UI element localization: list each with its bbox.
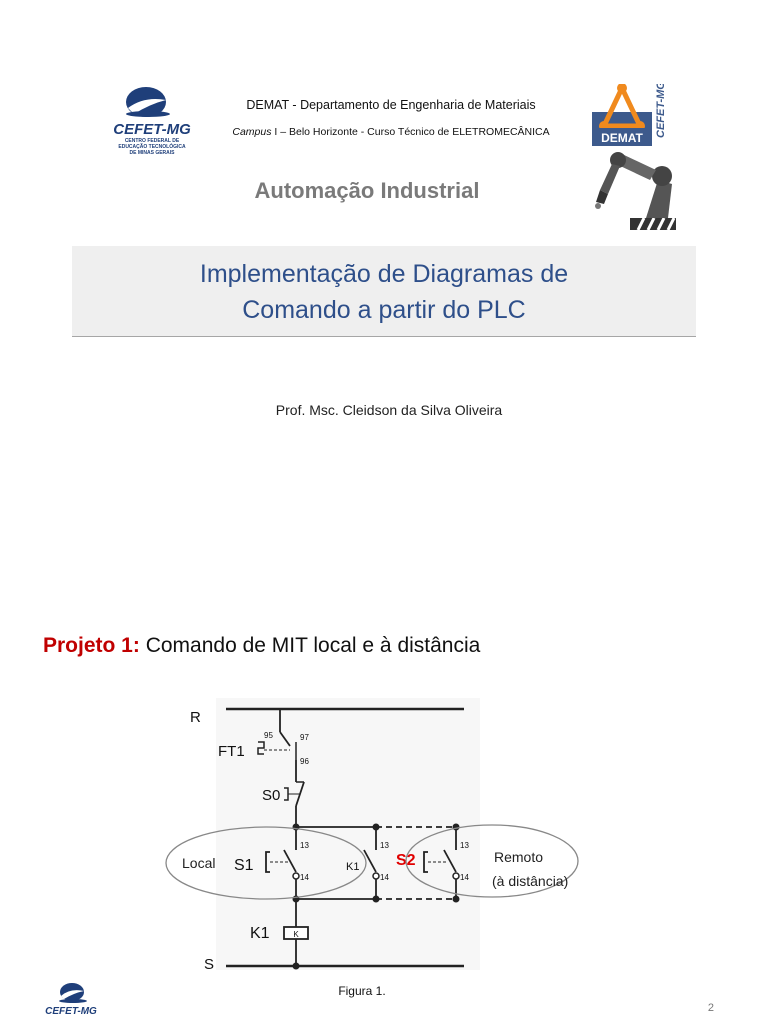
- label-s: S: [204, 956, 215, 973]
- project-heading: [43, 634, 480, 658]
- main-title: [72, 256, 696, 328]
- project-label: Projeto 1:: [43, 634, 140, 657]
- circuit-diagram: [160, 690, 620, 980]
- campus-prefix: Campus: [232, 126, 272, 138]
- cefet-logo-text: CEFET-MG: [113, 121, 191, 138]
- footer-cefet-logo: [42, 980, 100, 1020]
- cefet-mg-logo: [104, 82, 200, 156]
- label-14-s2: 14: [460, 873, 469, 882]
- label-14-k1: 14: [380, 873, 389, 882]
- label-k1-coil: K1: [250, 925, 270, 942]
- label-97: 97: [300, 733, 309, 742]
- label-coil-k: K: [293, 930, 299, 939]
- label-13-s1: 13: [300, 841, 309, 850]
- page-number: 2: [707, 1002, 714, 1014]
- label-14-s1: 14: [300, 873, 309, 882]
- label-96: 96: [300, 757, 309, 766]
- label-r: R: [190, 709, 201, 726]
- label-95: 95: [264, 731, 273, 740]
- main-title-line-1: Implementação de Diagramas de: [199, 260, 569, 288]
- label-s1: S1: [234, 857, 254, 874]
- department-line: DEMAT - Departamento de Engenharia de Materiais: [246, 98, 536, 112]
- course-title: Automação Industrial: [254, 178, 480, 203]
- label-13-k1: 13: [380, 841, 389, 850]
- figure-caption: Figura 1.: [338, 984, 386, 998]
- cefet-logo-subtext-3: DE MINAS GERAIS: [129, 150, 175, 156]
- label-13-s2: 13: [460, 841, 469, 850]
- main-title-line-2: Comando a partir do PLC: [242, 296, 526, 324]
- label-remoto: Remoto: [494, 849, 544, 865]
- campus-rest: I – Belo Horizonte - Curso Técnico de ELETROMECÂNICA: [271, 126, 550, 138]
- label-local: Local: [182, 855, 216, 871]
- label-k1-contact: K1: [346, 861, 360, 873]
- demat-logo-text: DEMAT: [601, 131, 643, 145]
- author-line: Prof. Msc. Cleidson da Silva Oliveira: [275, 402, 503, 418]
- label-s0: S0: [262, 787, 281, 804]
- demat-logo: [592, 84, 672, 154]
- label-distancia: (à distância): [492, 873, 569, 889]
- demat-logo-side-text: CEFET-MG: [655, 84, 667, 138]
- footer-logo-text: CEFET-MG: [45, 1006, 97, 1017]
- label-s2: S2: [396, 852, 416, 869]
- robot-arm-image: [582, 150, 684, 234]
- cefet-logo-subtext-1: CENTRO FEDERAL DE: [124, 138, 180, 144]
- project-text: Comando de MIT local e à distância: [139, 634, 481, 657]
- label-ft1: FT1: [218, 743, 245, 760]
- cefet-logo-subtext-2: EDUCAÇÃO TECNOLÓGICA: [118, 144, 186, 150]
- campus-line: [212, 126, 570, 138]
